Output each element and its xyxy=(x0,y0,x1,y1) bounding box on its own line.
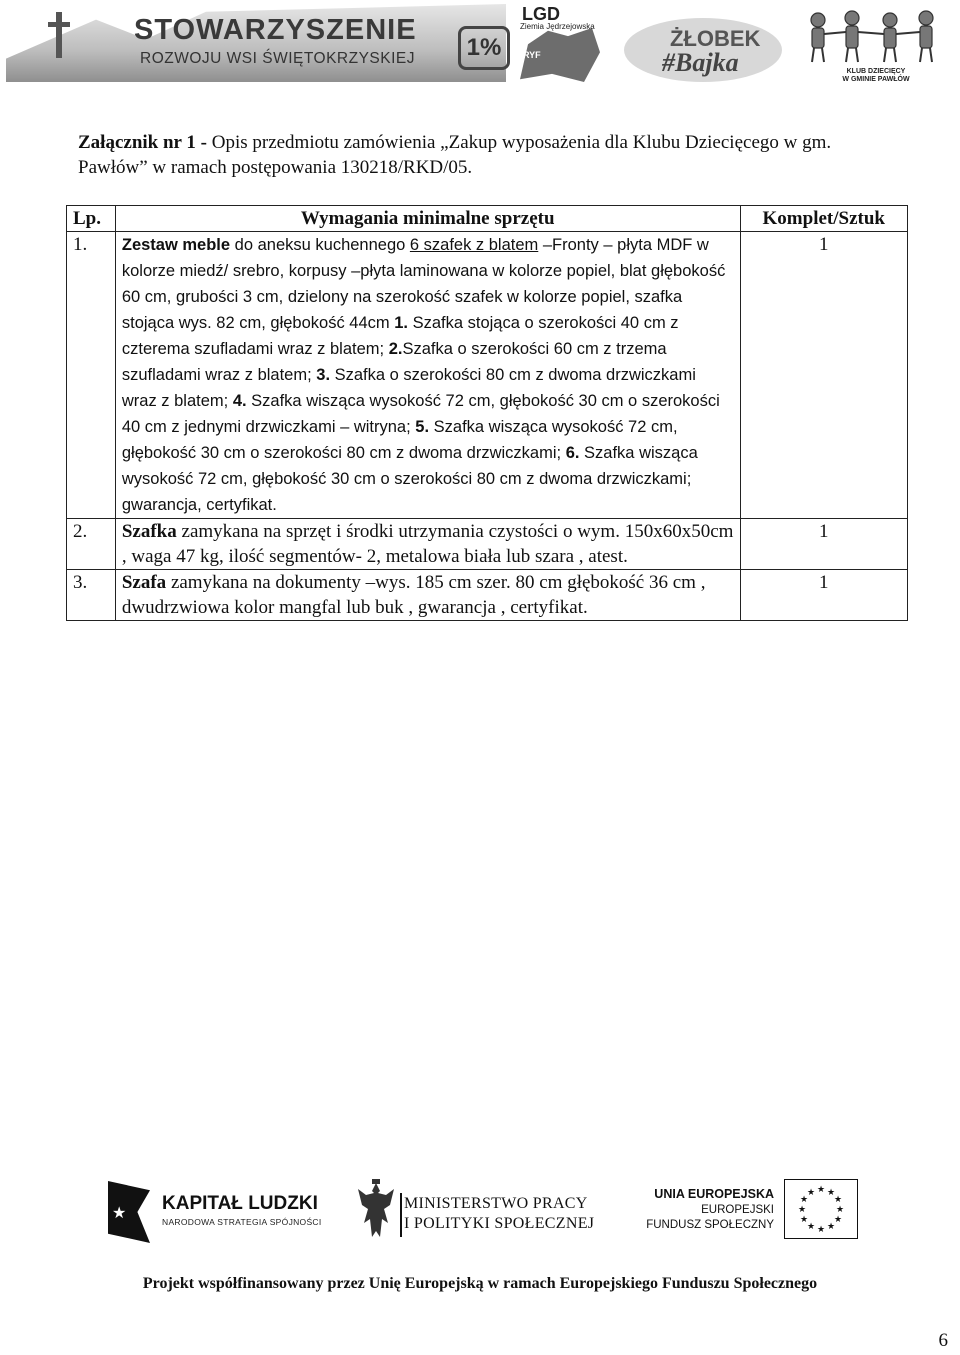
one-percent-badge: 1% xyxy=(458,26,510,70)
svg-text:★: ★ xyxy=(806,1188,816,1198)
svg-text:★: ★ xyxy=(806,1222,816,1232)
lgd-logo xyxy=(512,4,604,84)
row-quantity: 1 xyxy=(740,232,907,519)
lgd-title: LGD xyxy=(522,4,560,24)
svg-text:★: ★ xyxy=(816,1225,826,1235)
star-icon: ★ xyxy=(112,1205,127,1222)
attachment-label: Załącznik nr 1 - xyxy=(78,132,207,153)
svg-text:★: ★ xyxy=(833,1195,843,1205)
item-name: Szafa xyxy=(121,572,167,593)
sub-item-text: Szafka wisząca wysokość 72 cm, głębokość 30 cm o szerokości 80 cm z dwoma drzwiczkami; gwarancja, certyfikat. xyxy=(121,444,698,514)
table-row xyxy=(67,570,908,621)
header-logos xyxy=(0,0,960,90)
svg-text:★: ★ xyxy=(833,1215,843,1225)
item-details: zamykana na dokumenty –wys. 185 cm szer. 80 cm głębokość 36 cm , dwudrzwiowa kolor mangfal lub buk , gwarancja , certyfikat. xyxy=(121,572,706,618)
sub-item-text: Szafka o szerokości 80 cm z dwoma drzwiczkami wraz z blatem; xyxy=(121,366,696,410)
row-lp: 3. xyxy=(67,570,116,621)
zlobek-name: #Bajka xyxy=(662,48,739,77)
ue-line-1: UNIA EUROPEJSKA xyxy=(654,1187,774,1201)
ue-line-2: EUROPEJSKI xyxy=(701,1204,774,1216)
sub-item-number: 5. xyxy=(415,418,430,436)
kapital-ludzki-title: KAPITAŁ LUDZKI xyxy=(162,1193,318,1214)
klub-line-1: KLUB DZIECIĘCY xyxy=(846,68,906,75)
svg-text:★: ★ xyxy=(799,1215,809,1225)
sub-item-number: 1. xyxy=(394,314,408,332)
desc-part: do aneksu kuchennego xyxy=(230,236,410,254)
row-quantity: 1 xyxy=(740,570,907,621)
kapital-ludzki-subtitle: NARODOWA STRATEGIA SPÓJNOŚCI xyxy=(162,1217,322,1227)
table-row xyxy=(67,519,908,570)
lgd-gryf-label: GRYF xyxy=(516,50,541,60)
requirements-table xyxy=(66,205,908,621)
table-header-row xyxy=(67,206,908,232)
attachment-description: Opis przedmiotu zamówienia „Zakup wyposażenia dla Klubu Dziecięcego w gm. Pawłów” w ramach postępowania 130218/RKD/05. xyxy=(78,132,832,178)
cross-icon xyxy=(56,12,62,58)
klub-label xyxy=(796,68,956,84)
desc-part: –Fronty – płyta MDF w kolorze miedź/ srebro, korpusy –płyta laminowana w kolorze popiel, blat głębokość 60 cm, grubości 3 cm, dzielony na szerokość szafek w kolorze popiel, szafka stojąca wys. 82 cm, głębokość 44cm xyxy=(121,236,726,332)
sub-item-number: 6. xyxy=(565,444,580,462)
header-lp: Lp. xyxy=(67,206,116,232)
sub-item-text: Szafka o szerokości 60 cm z trzema szufladami wraz z blatem; xyxy=(121,340,667,384)
row-description xyxy=(115,570,740,621)
item-name: Szafka xyxy=(121,521,177,542)
stowarzyszenie-subtitle: ROZWOJU WSI ŚWIĘTOKRZYSKIEJ xyxy=(140,50,416,67)
desc-underlined: 6 szafek z blatem xyxy=(409,236,539,254)
klub-line-2: W GMINIE PAWŁÓW xyxy=(842,76,910,83)
sub-item-number: 3. xyxy=(316,366,331,384)
klub-dzieciecy-logo xyxy=(796,4,956,86)
attachment-intro xyxy=(78,130,898,180)
svg-text:★: ★ xyxy=(797,1205,807,1215)
page-number: 6 xyxy=(938,1330,948,1351)
svg-text:★: ★ xyxy=(816,1185,826,1195)
header-requirements: Wymagania minimalne sprzętu xyxy=(115,206,740,232)
sub-item-text: Szafka wisząca wysokość 72 cm, głębokość 30 cm o szerokości 40 cm z jednymi drzwiczkami – witryna; xyxy=(121,392,720,436)
sub-item-number: 4. xyxy=(232,392,247,410)
zlobek-bajka-logo xyxy=(624,18,784,86)
zlobek-title: ŻŁOBEK xyxy=(670,26,761,51)
ministerstwo-divider xyxy=(400,1193,402,1237)
sub-item-text: Szafka stojąca o szerokości 40 cm z czterema szufladami wraz z blatem; xyxy=(121,314,679,358)
row-description xyxy=(115,232,740,519)
ministerstwo-line-2: I POLITYKI SPOŁECZNEJ xyxy=(404,1215,595,1232)
sub-item-text: Szafka wisząca wysokość 72 cm, głębokość 30 cm o szerokości 80 cm z dwoma drzwiczkami; xyxy=(121,418,678,462)
row-lp: 1. xyxy=(67,232,116,519)
eagle-emblem-icon xyxy=(356,1179,396,1243)
row-lp: 2. xyxy=(67,519,116,570)
svg-text:★: ★ xyxy=(826,1188,836,1198)
eu-flag-icon xyxy=(784,1179,858,1239)
table-row xyxy=(67,232,908,519)
svg-text:★: ★ xyxy=(835,1205,845,1215)
stowarzyszenie-title: STOWARZYSZENIE xyxy=(134,14,417,46)
sub-item-number: 2. xyxy=(388,340,403,358)
header-quantity: Komplet/Sztuk xyxy=(740,206,907,232)
row-description xyxy=(115,519,740,570)
lgd-subtitle: Ziemia Jędrzejowska xyxy=(520,22,595,31)
cofinancing-note: Projekt współfinansowany przez Unię Europejską w ramach Europejskiego Funduszu Społecznego xyxy=(142,1275,818,1292)
item-details: zamykana na sprzęt i środki utrzymania czystości o wym. 150x60x50cm , waga 47 kg, ilość segmentów- 2, metalowa biała lub szara , atest. xyxy=(121,521,734,567)
footer-logos xyxy=(0,1175,960,1255)
svg-text:★: ★ xyxy=(826,1222,836,1232)
row-quantity: 1 xyxy=(740,519,907,570)
svg-text:★: ★ xyxy=(799,1195,809,1205)
children-icon xyxy=(800,8,950,64)
stowarzyszenie-logo xyxy=(6,4,506,82)
item-name: Zestaw meble xyxy=(121,236,231,254)
ministerstwo-line-1: MINISTERSTWO PRACY xyxy=(404,1195,588,1212)
ue-line-3: FUNDUSZ SPOŁECZNY xyxy=(646,1219,774,1231)
row-description-text xyxy=(122,236,725,514)
